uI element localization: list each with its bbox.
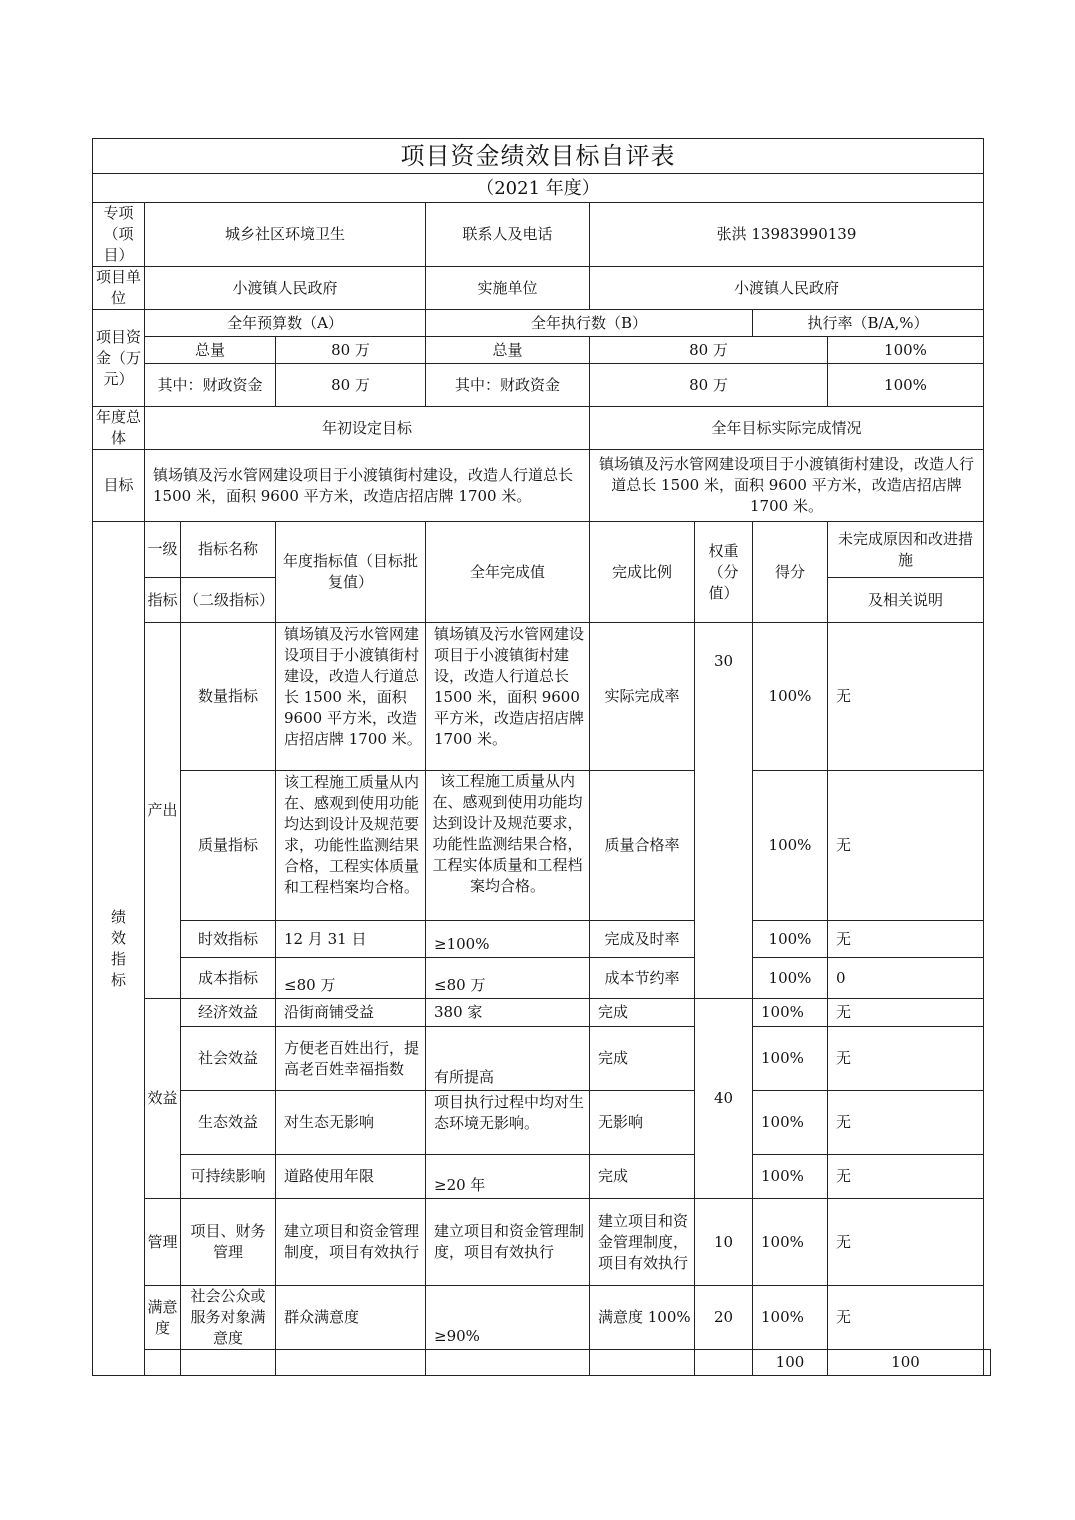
fiscal-rate: 100% xyxy=(828,364,984,407)
indicator-target: 对生态无影响 xyxy=(276,1091,426,1155)
name-header-bottom: （二级指标） xyxy=(181,578,276,623)
reason-header-bottom: 及相关说明 xyxy=(828,578,984,623)
indicator-reason: 0 xyxy=(828,958,984,999)
perf-label: 绩效指标 xyxy=(93,522,145,1376)
indicator-score: 100% xyxy=(753,921,828,958)
total-exec: 80 万 xyxy=(590,337,828,364)
indicator-target: 沿街商铺受益 xyxy=(276,999,426,1027)
fiscal-exec: 80 万 xyxy=(590,364,828,407)
ratio-header: 完成比例 xyxy=(590,522,695,623)
total-blank-cell xyxy=(695,1350,753,1376)
total-budget: 80 万 xyxy=(276,337,426,364)
output-label: 产出 xyxy=(145,623,181,999)
unit-value: 小渡镇人民政府 xyxy=(145,267,426,310)
total-blank-cell xyxy=(276,1350,426,1376)
name-header-top: 指标名称 xyxy=(181,522,276,578)
page-title: 项目资金绩效目标自评表 xyxy=(93,139,984,174)
total-blank-cell xyxy=(181,1350,276,1376)
total-blank-cell xyxy=(426,1350,590,1376)
indicator-ratio: 质量合格率 xyxy=(590,771,695,921)
indicator-score: 100% xyxy=(753,1286,828,1350)
indicator-target: 道路使用年限 xyxy=(276,1155,426,1199)
indicator-ratio: 建立项目和资金管理制度，项目有效执行 xyxy=(590,1199,695,1286)
indicator-reason: 无 xyxy=(828,1091,984,1155)
indicator-reason: 无 xyxy=(828,771,984,921)
indicator-actual: 项目执行过程中均对生态环境无影响。 xyxy=(426,1091,590,1155)
indicator-ratio: 完成 xyxy=(590,1155,695,1199)
indicator-actual: 镇场镇及污水管网建设项目于小渡镇街村建设，改造人行道总长 1500 米，面积 9600 平方米，改造店招店牌 1700 米。 xyxy=(426,623,590,771)
indicator-score: 100% xyxy=(753,771,828,921)
indicator-actual: ≤80 万 xyxy=(426,958,590,999)
indicator-reason: 无 xyxy=(828,999,984,1027)
goal-actual-header: 全年目标实际完成情况 xyxy=(590,407,984,450)
indicator-name: 项目、财务管理 xyxy=(181,1199,276,1286)
indicator-actual: ≥20 年 xyxy=(426,1155,590,1199)
benefit-label: 效益 xyxy=(145,999,181,1199)
total-label: 总量 xyxy=(145,337,276,364)
weight-header: 权重（分值） xyxy=(695,522,753,623)
benefit-weight: 40 xyxy=(695,999,753,1199)
indicator-ratio: 无影响 xyxy=(590,1091,695,1155)
contact-label: 联系人及电话 xyxy=(426,203,590,267)
exec-header: 全年执行数（B） xyxy=(426,310,753,337)
funds-label: 项目资金（万元） xyxy=(93,310,145,407)
satisfaction-label: 满意度 xyxy=(145,1286,181,1350)
indicator-weight: 10 xyxy=(695,1199,753,1286)
indicator-reason: 无 xyxy=(828,1286,984,1350)
actual-header: 全年完成值 xyxy=(426,522,590,623)
level1-header-bottom: 指标 xyxy=(145,578,181,623)
indicator-target: 12 月 31 日 xyxy=(276,921,426,958)
indicator-reason: 无 xyxy=(828,1199,984,1286)
fiscal-budget: 80 万 xyxy=(276,364,426,407)
indicator-ratio: 满意度 100% xyxy=(590,1286,695,1350)
project-name: 城乡社区环境卫生 xyxy=(145,203,426,267)
goal-set-text: 镇场镇及污水管网建设项目于小渡镇街村建设，改造人行道总长 1500 米，面积 9600 平方米，改造店招店牌 1700 米。 xyxy=(145,450,590,522)
indicator-actual: 380 家 xyxy=(426,999,590,1027)
year-subtitle: （2021 年度） xyxy=(93,174,984,203)
indicator-score: 100% xyxy=(753,999,828,1027)
evaluation-sheet xyxy=(92,138,991,1376)
management-label: 管理 xyxy=(145,1199,181,1286)
total-blank-cell xyxy=(984,1350,991,1376)
goal-label-top: 年度总体 xyxy=(93,407,145,450)
indicator-target: 该工程施工质量从内在、感观到使用功能均达到设计及规范要求，功能性监测结果合格，工程实体质量和工程档案均合格。 xyxy=(276,771,426,921)
indicator-target: 群众满意度 xyxy=(276,1286,426,1350)
indicator-ratio: 完成 xyxy=(590,1027,695,1091)
indicator-actual: ≥100% xyxy=(426,921,590,958)
indicator-score: 100% xyxy=(753,1199,828,1286)
unit-label: 项目单位 xyxy=(93,267,145,310)
goal-actual-text: 镇场镇及污水管网建设项目于小渡镇街村建设，改造人行道总长 1500 米，面积 9600 平方米，改造店招店牌 1700 米。 xyxy=(590,450,984,522)
indicator-name: 成本指标 xyxy=(181,958,276,999)
indicator-ratio: 完成及时率 xyxy=(590,921,695,958)
goal-set-header: 年初设定目标 xyxy=(145,407,590,450)
rate-header: 执行率（B/A,%） xyxy=(753,310,984,337)
indicator-name: 数量指标 xyxy=(181,623,276,771)
impl-value: 小渡镇人民政府 xyxy=(590,267,984,310)
indicator-score: 100% xyxy=(753,958,828,999)
indicator-name: 质量指标 xyxy=(181,771,276,921)
total-blank-cell xyxy=(145,1350,181,1376)
indicator-name: 可持续影响 xyxy=(181,1155,276,1199)
indicator-name: 生态效益 xyxy=(181,1091,276,1155)
goal-label-bottom: 目标 xyxy=(93,450,145,522)
evaluation-table xyxy=(92,138,991,1376)
output-weight: 30 xyxy=(695,623,753,999)
indicator-weight: 20 xyxy=(695,1286,753,1350)
indicator-reason: 无 xyxy=(828,1027,984,1091)
project-label: 专项（项目） xyxy=(93,203,145,267)
indicator-ratio: 实际完成率 xyxy=(590,623,695,771)
indicator-name: 社会效益 xyxy=(181,1027,276,1091)
indicator-target: 建立项目和资金管理制度，项目有效执行 xyxy=(276,1199,426,1286)
budget-header: 全年预算数（A） xyxy=(145,310,426,337)
fiscal-exec-label: 其中：财政资金 xyxy=(426,364,590,407)
indicator-ratio: 完成 xyxy=(590,999,695,1027)
reason-header-top: 未完成原因和改进措施 xyxy=(828,522,984,578)
total-blank-cell xyxy=(590,1350,695,1376)
fiscal-label: 其中：财政资金 xyxy=(145,364,276,407)
indicator-target: ≤80 万 xyxy=(276,958,426,999)
total-exec-label: 总量 xyxy=(426,337,590,364)
indicator-ratio: 成本节约率 xyxy=(590,958,695,999)
indicator-actual: 建立项目和资金管理制度，项目有效执行 xyxy=(426,1199,590,1286)
indicator-reason: 无 xyxy=(828,921,984,958)
indicator-name: 社会公众或服务对象满意度 xyxy=(181,1286,276,1350)
target-header: 年度指标值（目标批复值） xyxy=(276,522,426,623)
indicator-target: 镇场镇及污水管网建设项目于小渡镇街村建设，改造人行道总长 1500 米，面积 9600 平方米，改造店招店牌 1700 米。 xyxy=(276,623,426,771)
score-header: 得分 xyxy=(753,522,828,623)
indicator-target: 方便老百姓出行，提高老百姓幸福指数 xyxy=(276,1027,426,1091)
indicator-name: 经济效益 xyxy=(181,999,276,1027)
indicator-reason: 无 xyxy=(828,623,984,771)
level1-header-top: 一级 xyxy=(145,522,181,578)
indicator-score: 100% xyxy=(753,1027,828,1091)
total-score: 100 xyxy=(828,1350,984,1376)
indicator-score: 100% xyxy=(753,1155,828,1199)
total-weight: 100 xyxy=(753,1350,828,1376)
indicator-score: 100% xyxy=(753,1091,828,1155)
indicator-score: 100% xyxy=(753,623,828,771)
indicator-actual: ≥90% xyxy=(426,1286,590,1350)
indicator-actual: 有所提高 xyxy=(426,1027,590,1091)
impl-label: 实施单位 xyxy=(426,267,590,310)
indicator-reason: 无 xyxy=(828,1155,984,1199)
contact-value: 张洪 13983990139 xyxy=(590,203,984,267)
total-rate: 100% xyxy=(828,337,984,364)
indicator-name: 时效指标 xyxy=(181,921,276,958)
indicator-actual: 该工程施工质量从内在、感观到使用功能均达到设计及规范要求，功能性监测结果合格，工程实体质量和工程档案均合格。 xyxy=(426,771,590,921)
